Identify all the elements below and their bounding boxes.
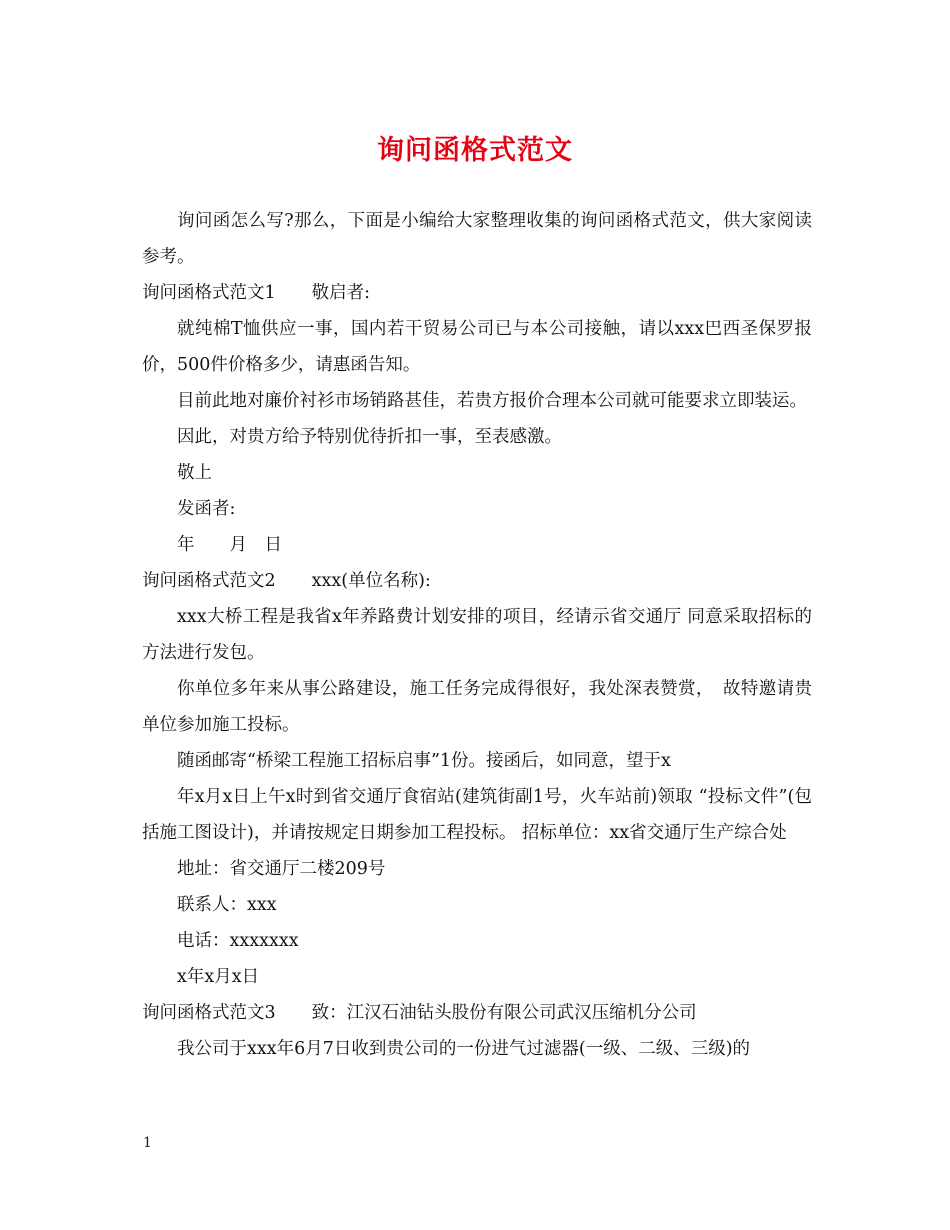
sample2-salutation: xxx(单位名称): [311, 571, 431, 591]
page-number: 1 [143, 1135, 152, 1151]
intro-paragraph: 询问函怎么写?那么，下面是小编给大家整理收集的询问函格式范文，供大家阅读参考。 [142, 211, 812, 267]
sample2-heading: 询问函格式范文2 [142, 571, 276, 591]
sample1-salutation: 敬启者: [311, 283, 371, 303]
sample3-paragraph-1: 我公司于xxx年6月7日收到贵公司的一份进气过滤器(一级、二级、三级)的 [177, 1039, 751, 1059]
sample1-closing: 敬上 [177, 463, 212, 483]
sample2-phone: 电话：xxxxxxx [177, 931, 299, 951]
sample2-paragraph-2: 你单位多年来从事公路建设，施工任务完成得很好，我处深表赞赏， 故特邀请贵单位参加施工投标。 [142, 679, 812, 735]
sample1-sender: 发函者: [177, 499, 236, 519]
sample2-contact: 联系人：xxx [177, 895, 277, 915]
sample3-heading: 询问函格式范文3 [142, 1003, 276, 1023]
sample1-paragraph-2: 目前此地对廉价衬衫市场销路甚佳，若贵方报价合理本公司就可能要求立即装运。 [177, 391, 807, 411]
document-title: 询问函格式范文 [377, 135, 573, 166]
sample1-paragraph-3: 因此，对贵方给予特别优待折扣一事，至表感激。 [177, 427, 562, 447]
sample2-date: x年x月x日 [177, 967, 260, 987]
sample2-paragraph-3: 随函邮寄“桥梁工程施工招标启事”1份。接函后，如同意，望于x [177, 751, 671, 771]
sample2-address: 地址：省交通厅二楼209号 [177, 859, 386, 879]
sample1-heading-line [142, 275, 812, 311]
sample2-paragraph-4: 年x月x日上午x时到省交通厅食宿站(建筑街副1号，火车站前)领取 “投标文件”(包括施工图设计)，并请按规定日期参加工程投标。 招标单位：xx省交通厅生产综合处 [142, 787, 812, 843]
sample3-salutation: 致：江汉石油钻头股份有限公司武汉压缩机分公司 [311, 1003, 697, 1023]
sample2-heading-line [142, 563, 812, 599]
sample1-date: 年 月 日 [177, 535, 282, 555]
sample1-heading: 询问函格式范文1 [142, 283, 276, 303]
sample3-heading-line [142, 995, 812, 1031]
sample1-paragraph-1: 就纯棉T恤供应一事，国内若干贸易公司已与本公司接触，请以xxx巴西圣保罗报价，500件价格多少，请惠函告知。 [142, 319, 812, 375]
sample2-paragraph-1: xxx大桥工程是我省x年养路费计划安排的项目，经请示省交通厅 同意采取招标的方法进行发包。 [142, 607, 812, 663]
document-body [142, 203, 812, 1067]
